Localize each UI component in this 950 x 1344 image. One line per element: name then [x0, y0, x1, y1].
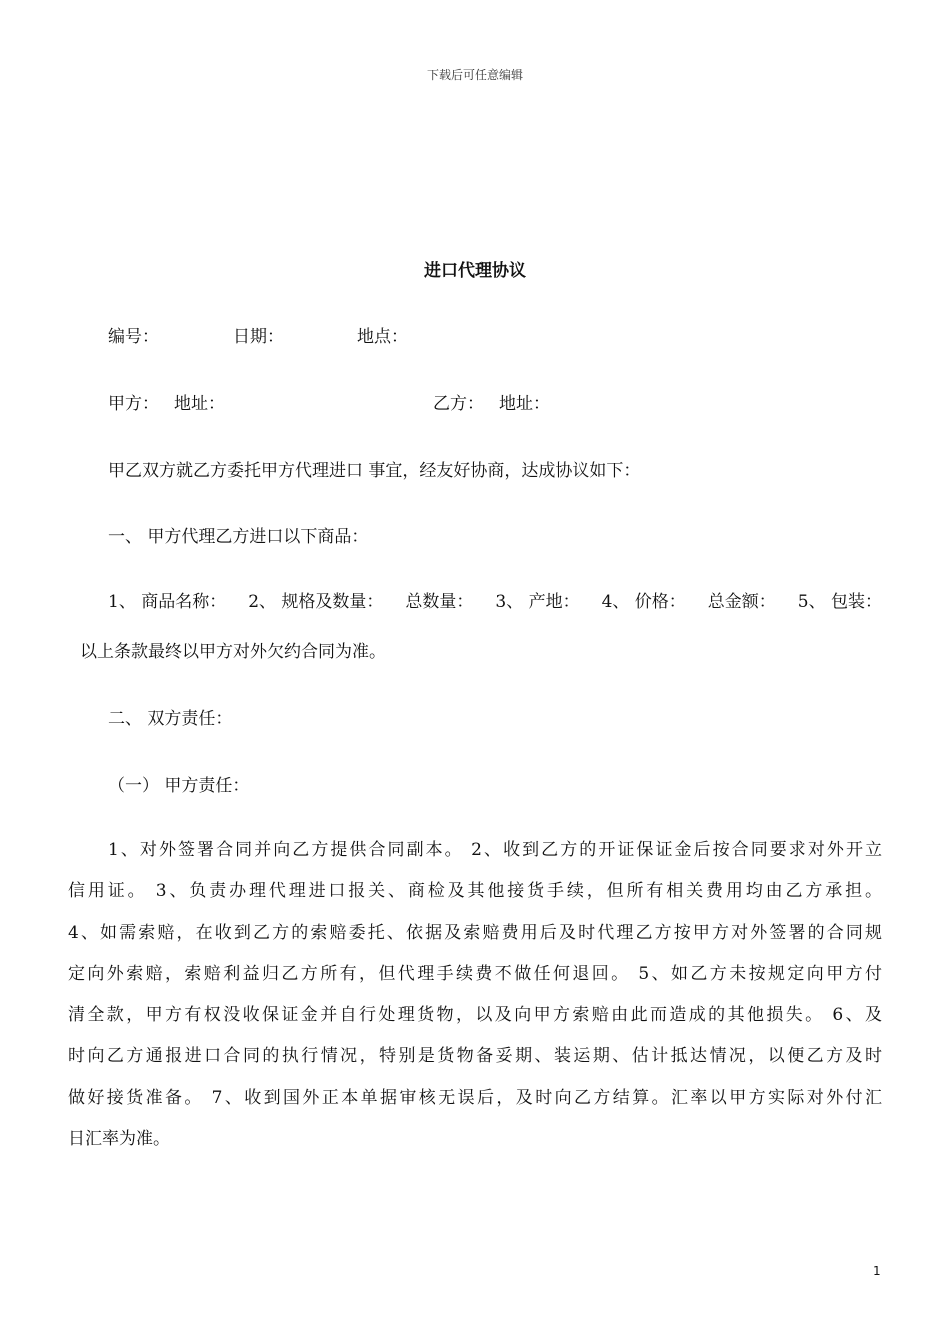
meta-row [108, 322, 408, 347]
party-b-address-label: 地址： [499, 394, 550, 414]
goods-items-note: 以上条款最终以甲方对外欠约合同为准。 [80, 642, 386, 662]
paragraph-line: 1、对外签署合同并向乙方提供合同副本。 2、收到乙方的开证保证金后按合同要求对外开立 [108, 840, 882, 860]
goods-item: 3、 产地： [495, 592, 580, 612]
goods-item: 2、 规格及数量： [248, 592, 384, 612]
party-a-duties-heading: （一） 甲方责任： [108, 776, 250, 796]
date-label: 日期： [233, 327, 284, 347]
goods-item: 1、 商品名称： [108, 592, 227, 612]
place-label: 地点： [357, 327, 408, 347]
party-a-duties-paragraph [68, 830, 882, 1160]
document-title: 进口代理协议 [424, 261, 526, 281]
goods-item: 5、 包装： [797, 592, 882, 612]
intro-text: 甲乙双方就乙方委托甲方代理进口 事宜，经友好协商，达成协议如下： [108, 461, 641, 481]
paragraph-line: 信用证。 3、负责办理代理进口报关、商检及其他接货手续，但所有相关费用均由乙方承担。 [68, 881, 882, 902]
paragraph-line: 定向外索赔，索赔利益归乙方所有，但代理手续费不做任何退回。 5、如乙方未按规定向甲方付 [68, 963, 882, 984]
paragraph-line: 清全款，甲方有权没收保证金并自行处理货物，以及向甲方索赔由此而造成的其他损失。 6、及 [68, 1005, 882, 1026]
number-label: 编号： [108, 327, 159, 347]
parties-row [108, 389, 550, 414]
goods-item: 总金额： [707, 592, 776, 612]
header-note: 下载后可任意编辑 [426, 68, 523, 82]
paragraph-line: 日汇率为准。 [68, 1129, 170, 1150]
paragraph-line: 4、如需索赔，在收到乙方的索赔委托、依据及索赔费用后及时代理乙方按甲方对外签署的合同规 [68, 922, 882, 943]
party-a-address-label: 地址： [174, 394, 225, 414]
paragraph-line: 时向乙方通报进口合同的执行情况，特别是货物备妥期、装运期、估计抵达情况，以便乙方及时 [68, 1046, 882, 1067]
party-a-label: 甲方： [108, 394, 159, 414]
section-1-heading: 一、 甲方代理乙方进口以下商品： [108, 527, 369, 547]
goods-item: 4、 价格： [601, 592, 686, 612]
page-number: 1 [873, 1264, 881, 1278]
section-2-heading: 二、 双方责任： [108, 709, 233, 729]
goods-item: 总数量： [405, 592, 474, 612]
paragraph-line: 做好接货准备。 7、收到国外正本单据审核无误后，及时向乙方结算。汇率以甲方实际对外付汇 [68, 1087, 882, 1108]
goods-items-row [108, 587, 882, 612]
party-b-label: 乙方： [433, 394, 484, 414]
